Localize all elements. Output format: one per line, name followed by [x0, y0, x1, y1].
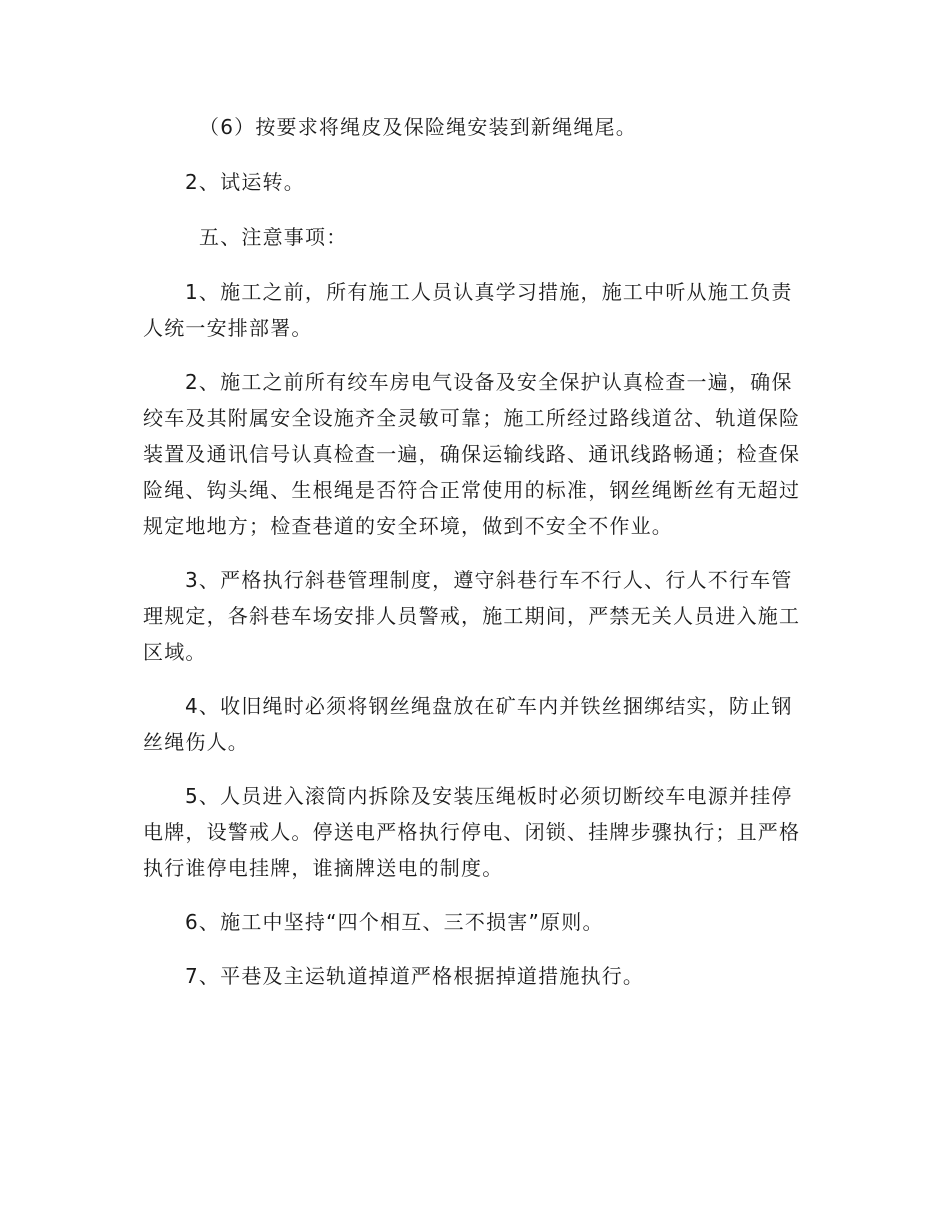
paragraph-step-6: （6）按要求将绳皮及保险绳安装到新绳绳尾。 [199, 115, 637, 139]
paragraph-note-3: 3、严格执行斜巷管理制度，遵守斜巷行车不行人、行人不行车管理规定，各斜巷车场安排人员警戒，施工期间，严禁无关人员进入施工区域。 [143, 568, 801, 664]
section-heading-notes: 五、注意事项： [199, 225, 348, 249]
paragraph-note-4: 4、收旧绳时必须将钢丝绳盘放在矿车内并铁丝捆绑结实，防止钢丝绳伤人。 [143, 694, 793, 754]
paragraph-trial-run: 2、试运转。 [185, 170, 305, 194]
paragraph-note-2: 2、施工之前所有绞车房电气设备及安全保护认真检查一遍，确保绞车及其附属安全设施齐全灵敏可靠；施工所经过路线道岔、轨道保险装置及通讯信号认真检查一遍，确保运输线路、通讯线路畅通；检查保险绳、钩头绳、生根绳是否符合正常使用的标准，钢丝绳断丝有无超过规定地地方；检查巷道的安全环境，做到不安全不作业。 [143, 370, 801, 538]
paragraph-note-6: 6、施工中坚持“四个相互、三不损害”原则。 [185, 910, 604, 934]
paragraph-note-1: 1、施工之前，所有施工人员认真学习措施，施工中听从施工负责人统一安排部署。 [143, 280, 793, 340]
document-body [143, 109, 808, 994]
paragraph-note-7: 7、平巷及主运轨道掉道严格根据掉道措施执行。 [185, 964, 645, 988]
paragraph-note-5: 5、人员进入滚筒内拆除及安装压绳板时必须切断绞车电源并挂停电牌，设警戒人。停送电严格执行停电、闭锁、挂牌步骤执行；且严格执行谁停电挂牌，谁摘牌送电的制度。 [143, 784, 801, 880]
